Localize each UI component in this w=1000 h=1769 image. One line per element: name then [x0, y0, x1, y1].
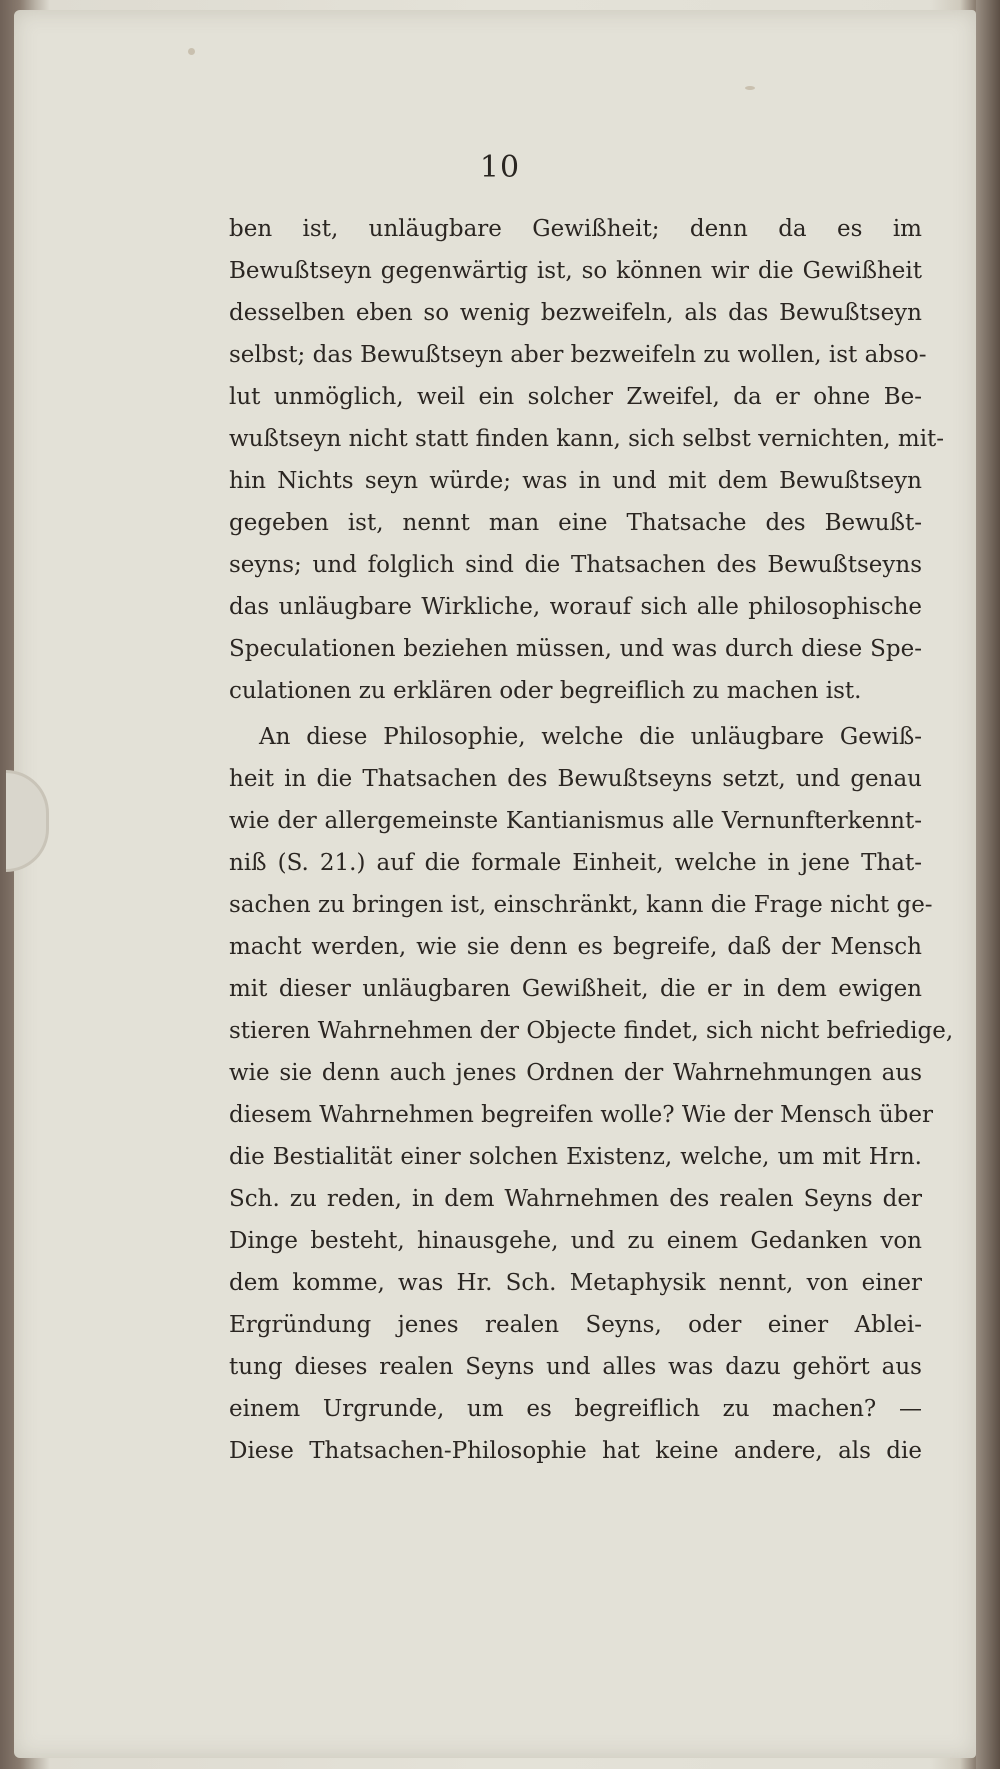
- text-line: dem komme, was Hr. Sch. Metaphysik nennt, von einer: [229, 1270, 922, 1296]
- text-line: wußtseyn nicht statt finden kann, sich selbst vernichten, mit-: [229, 426, 945, 452]
- foxing-spot: [188, 48, 195, 55]
- text-line: tung dieses realen Seyns und alles was dazu gehört aus: [229, 1354, 922, 1380]
- text-line: ben ist, unläugbare Gewißheit; denn da es im: [229, 216, 922, 242]
- text-line: lut unmöglich, weil ein solcher Zweifel, da er ohne Be-: [229, 384, 922, 410]
- page-number: 10: [479, 150, 521, 185]
- text-line: diesem Wahrnehmen begreifen wolle? Wie der Mensch über: [229, 1102, 934, 1128]
- text-line: hin Nichts seyn würde; was in und mit dem Bewußtseyn: [229, 468, 922, 494]
- text-line: macht werden, wie sie denn es begreife, daß der Mensch: [229, 934, 922, 960]
- book-edge: [976, 0, 1000, 1769]
- text-line: gegeben ist, nennt man eine Thatsache des Bewußt-: [229, 510, 922, 536]
- text-line: Ergründung jenes realen Seyns, oder einer Ablei-: [229, 1312, 922, 1338]
- text-line: Bewußtseyn gegenwärtig ist, so können wir die Gewißheit: [229, 258, 922, 284]
- text-line: heit in die Thatsachen des Bewußtseyns setzt, und genau: [229, 766, 922, 792]
- text-line: die Bestialität einer solchen Existenz, welche, um mit Hrn.: [229, 1144, 922, 1170]
- foxing-spot: [745, 86, 755, 90]
- text-line: selbst; das Bewußtseyn aber bezweifeln zu wollen, ist abso-: [229, 342, 927, 368]
- text-line: wie der allergemeinste Kantianismus alle Vernunfterkennt-: [229, 808, 922, 834]
- text-line: Diese Thatsachen-Philosophie hat keine andere, als die: [229, 1438, 922, 1464]
- text-line: Sch. zu reden, in dem Wahrnehmen des realen Seyns der: [229, 1186, 922, 1212]
- paragraph-2: [229, 716, 954, 1472]
- text-line: desselben eben so wenig bezweifeln, als das Bewußtseyn: [229, 300, 922, 326]
- paragraph-1: [229, 208, 945, 712]
- text-line: einem Urgrunde, um es begreiflich zu machen? —: [229, 1396, 922, 1422]
- text-line: An diese Philosophie, welche die unläugbare Gewiß-: [259, 724, 922, 750]
- text-line: sachen zu bringen ist, einschränkt, kann die Frage nicht ge-: [229, 892, 933, 918]
- text-line: niß (S. 21.) auf die formale Einheit, welche in jene That-: [229, 850, 922, 876]
- text-line: wie sie denn auch jenes Ordnen der Wahrnehmungen aus: [229, 1060, 922, 1086]
- body-text: [229, 208, 954, 1472]
- text-line: mit dieser unläugbaren Gewißheit, die er in dem ewigen: [229, 976, 922, 1002]
- text-line: Speculationen beziehen müssen, und was durch diese Spe-: [229, 636, 922, 662]
- text-line: Dinge besteht, hinausgehe, und zu einem Gedanken von: [229, 1228, 922, 1254]
- text-line: das unläugbare Wirkliche, worauf sich alle philosophische: [229, 594, 922, 620]
- text-line: seyns; und folglich sind die Thatsachen des Bewußtseyns: [229, 552, 922, 578]
- text-line: stieren Wahrnehmen der Objecte findet, sich nicht befriedige,: [229, 1018, 954, 1044]
- text-line: culationen zu erklären oder begreiflich zu machen ist.: [229, 678, 862, 704]
